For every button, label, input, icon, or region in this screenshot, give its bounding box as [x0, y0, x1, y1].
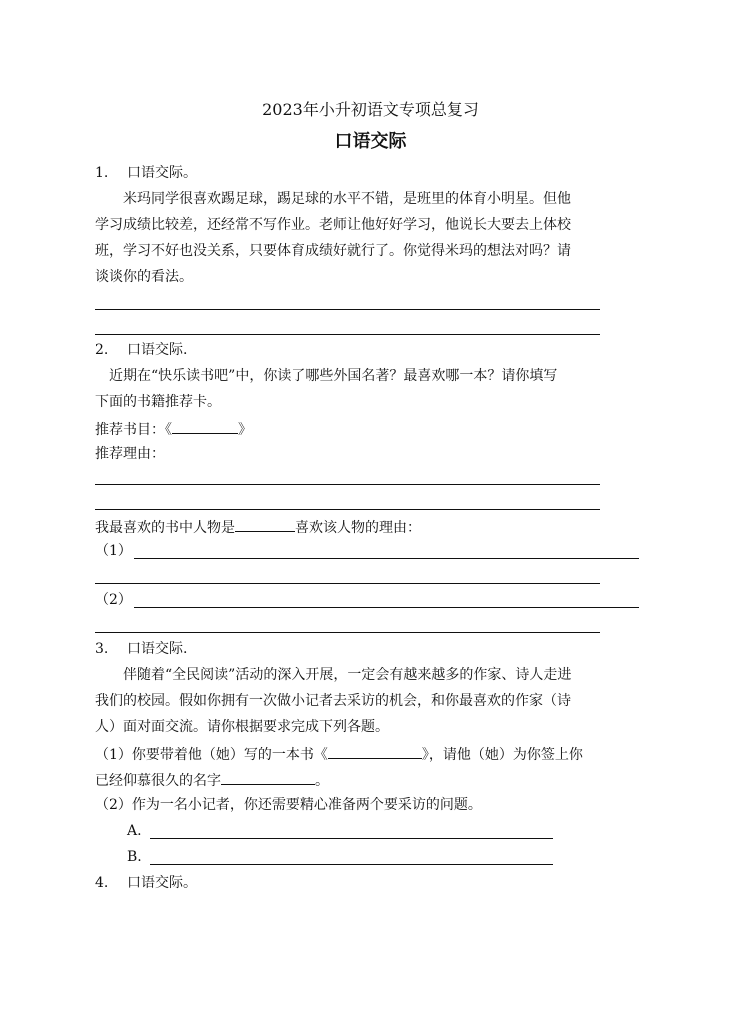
q2-text-line: 下面的书籍推荐卡。 — [95, 394, 221, 410]
q2-heading — [95, 340, 187, 360]
question-a-line[interactable] — [150, 838, 553, 839]
q2-text-line: 近期在“快乐读书吧”中，你读了哪些外国名著？最喜欢哪一本？请你填写 — [109, 368, 558, 384]
q1-answer-line[interactable] — [95, 309, 600, 310]
q3-label: 口语交际. — [127, 641, 188, 657]
reason-item-1-line-2[interactable] — [95, 583, 600, 584]
reason-item-1-label: （1） — [95, 543, 132, 559]
q1-heading — [95, 163, 197, 183]
reason-answer-line[interactable] — [95, 484, 600, 485]
section-title: 口语交际 — [334, 131, 407, 152]
q4-number: 4. — [95, 875, 109, 891]
book-title-row — [95, 418, 252, 440]
reason-label: 推荐理由： — [95, 446, 165, 462]
q1-text-line: 学习成绩比较差，还经常不写作业。老师让他好好学习，他说长大要去上体校 — [95, 217, 571, 233]
q3-sub1-suffix: 》，请他（她）为你签上你 — [421, 747, 583, 763]
q2-label: 口语交际. — [127, 342, 188, 358]
q1-text-line: 米玛同学很喜欢踢足球，踢足球的水平不错，是班里的体育小明星。但他 — [123, 191, 571, 207]
q3-sub1-row-2 — [95, 769, 329, 791]
q3-sub1-prefix: （1）你要带着他（她）写的一本书《 — [95, 747, 328, 763]
reason-item-2-line[interactable] — [134, 607, 639, 608]
question-b-line[interactable] — [150, 864, 553, 865]
signature-name-blank[interactable] — [221, 769, 315, 785]
q3-number: 3. — [95, 641, 109, 657]
q1-answer-line[interactable] — [95, 334, 600, 335]
q3-text-line: 我们的校园。假如你拥有一次做小记者去采访的机会，和你最喜欢的作家（诗 — [95, 693, 571, 709]
q4-label: 口语交际。 — [127, 875, 197, 891]
character-row — [95, 516, 421, 538]
q4-heading — [95, 873, 197, 893]
q3-sub1-line2-suffix: 。 — [315, 773, 329, 789]
reason-item-2-line-2[interactable] — [95, 632, 600, 633]
q3-sub2: （2）作为一名小记者，你还需要精心准备两个要采访的问题。 — [95, 797, 482, 813]
q3-text-line: 伴随着“全民阅读”活动的深入开展，一定会有越来越多的作家、诗人走进 — [123, 667, 572, 683]
book-title-label: 推荐书目：《 — [95, 422, 172, 438]
book-title-blank[interactable] — [172, 418, 238, 434]
q1-text-line: 班，学习不好也没关系，只要体育成绩好就行了。你觉得米玛的想法对吗？请 — [95, 243, 571, 259]
q3-sub1-row — [95, 743, 583, 765]
q1-label: 口语交际。 — [127, 165, 197, 181]
q3-text-line: 人）面对面交流。请你根据要求完成下列各题。 — [95, 719, 389, 735]
reason-answer-line[interactable] — [95, 509, 600, 510]
q2-number: 2. — [95, 342, 109, 358]
signed-book-blank[interactable] — [328, 743, 422, 759]
q1-number: 1. — [95, 165, 109, 181]
page-title: 2023年小升初语文专项总复习 — [262, 100, 479, 119]
option-b-label: B. — [127, 849, 142, 865]
reason-item-1-line[interactable] — [134, 558, 639, 559]
character-reason-label: 喜欢该人物的理由： — [295, 520, 421, 536]
q3-heading — [95, 639, 187, 659]
q3-sub1-line2-prefix: 已经仰慕很久的名字 — [95, 773, 221, 789]
q1-text-line: 谈谈你的看法。 — [95, 269, 193, 285]
character-blank[interactable] — [235, 516, 295, 532]
option-a-label: A. — [127, 823, 142, 839]
book-title-close: 》 — [238, 422, 252, 438]
character-label: 我最喜欢的书中人物是 — [95, 520, 235, 536]
reason-item-2-label: （2） — [95, 592, 132, 608]
